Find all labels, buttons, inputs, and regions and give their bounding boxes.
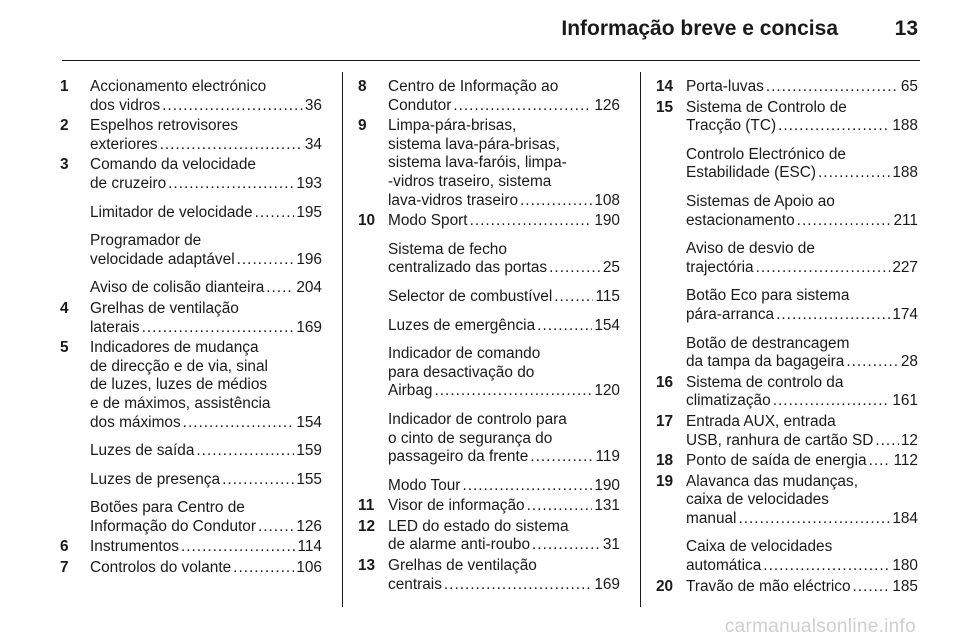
index-entry [656, 578, 918, 597]
index-entry [656, 146, 918, 183]
entry-last-line [90, 251, 322, 270]
entry-text: Indicadores de mudança [90, 339, 259, 357]
entry-text: o cinto de segurança do [388, 429, 553, 447]
page-reference: 31 [602, 536, 620, 554]
entry-last-line [388, 192, 620, 211]
entry-text: de direcção e de via, sinal [90, 357, 268, 375]
dot-leader [756, 259, 891, 278]
entry-text: Modo Sport [388, 212, 468, 230]
entry-last-line [90, 518, 322, 537]
entry-text: dos máximos [90, 413, 181, 431]
page-reference: 227 [892, 258, 918, 276]
item-number: 16 [656, 373, 674, 391]
entry-text: Controlo Electrónico de [686, 145, 846, 163]
entry-text: para desactivação do [388, 363, 535, 381]
dot-leader [181, 538, 295, 557]
entry-text: Sistema de Controlo de [686, 98, 847, 116]
entry-text: -vidros traseiro, sistema [388, 172, 552, 190]
index-entry [60, 117, 322, 154]
dot-leader [776, 306, 890, 325]
entry-last-line [90, 319, 322, 338]
index-entry [60, 442, 322, 461]
dot-leader [266, 279, 294, 298]
entry-text: da tampa da bagageira [686, 353, 845, 371]
entry-text: exteriores [90, 135, 158, 153]
entry-text: de cruzeiro [90, 174, 167, 192]
entry-text: Condutor [388, 96, 452, 114]
entry-text: laterais [90, 318, 140, 336]
index-entry [656, 473, 918, 529]
page-header [0, 0, 960, 62]
page-reference: 119 [595, 448, 620, 466]
entry-last-line [90, 442, 322, 461]
page-reference: 106 [296, 559, 322, 577]
index-entry [358, 317, 620, 336]
page-reference: 108 [594, 191, 620, 209]
page-reference: 195 [296, 203, 322, 221]
entry-text: USB, ranhura de cartão SD [686, 431, 874, 449]
page-title: Informação breve e concisa [561, 17, 838, 40]
entry-last-line [388, 448, 620, 467]
entry-last-line [686, 392, 918, 411]
index-entry [60, 559, 322, 578]
item-number: 11 [358, 497, 375, 515]
index-entry [656, 78, 918, 97]
entry-text: Aviso de desvio de [686, 240, 815, 258]
dot-leader [846, 353, 899, 372]
page-reference: 188 [892, 164, 918, 182]
entry-text: Sistemas de Apoio ao [686, 192, 835, 210]
entry-last-line [686, 212, 918, 231]
page-reference: 188 [892, 117, 918, 135]
entry-last-line [90, 97, 322, 116]
index-entry [358, 241, 620, 278]
header-rule [62, 60, 920, 61]
dot-leader [530, 448, 593, 467]
entry-text: Tracção (TC) [686, 117, 777, 135]
index-entry [358, 477, 620, 496]
dot-leader [532, 536, 601, 555]
entry-text: Luzes de presença [90, 470, 221, 488]
entry-text: Espelhos retrovisores [90, 117, 238, 135]
dot-leader [255, 204, 295, 223]
index-column-2 [358, 78, 620, 596]
entry-text: Comando da velocidade [90, 156, 256, 174]
entry-last-line [90, 279, 322, 298]
entry-text: Controlos do volante [90, 559, 232, 577]
dot-leader [549, 259, 601, 278]
entry-text: Botões para Centro de [90, 499, 245, 517]
entry-last-line [90, 471, 322, 490]
item-number: 12 [358, 517, 376, 535]
entry-text: Luzes de emergência [388, 316, 536, 334]
entry-text: de luzes, luzes de médios [90, 376, 268, 394]
index-entry [358, 497, 620, 516]
entry-last-line [388, 536, 620, 555]
page-reference: 184 [892, 509, 918, 527]
entry-last-line [686, 557, 918, 576]
entry-last-line [686, 510, 918, 529]
entry-last-line [388, 382, 620, 401]
index-column-1 [60, 78, 322, 580]
entry-text: Ponto de saída de energia [686, 452, 867, 470]
dot-leader [233, 559, 294, 578]
entry-text: e de máximos, assistência [90, 394, 271, 412]
dot-leader [258, 518, 294, 537]
entry-text: Modo Tour [388, 476, 461, 494]
page-reference: 28 [900, 353, 918, 371]
index-entry [60, 279, 322, 298]
dot-leader [520, 192, 592, 211]
page-reference: 114 [297, 538, 322, 556]
page-reference: 112 [893, 452, 918, 470]
page-reference: 159 [296, 442, 322, 460]
index-entry [60, 538, 322, 557]
item-number: 9 [358, 117, 367, 135]
entry-text: Sistema de controlo da [686, 373, 844, 391]
entry-text: trajectória [686, 258, 754, 276]
page-reference: 25 [602, 259, 620, 277]
dot-leader [869, 452, 892, 471]
dot-leader [875, 432, 899, 451]
page-reference: 174 [892, 305, 918, 323]
item-number: 3 [60, 156, 69, 174]
item-number: 13 [358, 557, 376, 575]
item-number: 20 [656, 577, 674, 595]
entry-text: dos vidros [90, 96, 161, 114]
dot-leader [818, 164, 890, 183]
index-entry [60, 471, 322, 490]
item-number: 17 [656, 412, 674, 430]
page-number: 13 [894, 17, 918, 40]
watermark: carmanualsonline.info [724, 616, 916, 637]
entry-text: Sistema de fecho [388, 240, 507, 258]
item-number: 1 [60, 78, 69, 95]
dot-leader [778, 117, 890, 136]
dot-leader [142, 319, 295, 338]
entry-text: Travão de mão eléctrico [686, 577, 851, 595]
item-number: 6 [60, 538, 69, 556]
index-entry [358, 117, 620, 210]
entry-last-line [90, 136, 322, 155]
item-number: 14 [656, 78, 674, 95]
item-number: 8 [358, 78, 367, 95]
index-entry [656, 99, 918, 136]
item-number: 19 [656, 472, 674, 490]
entry-last-line [686, 259, 918, 278]
page-reference: 190 [594, 476, 620, 494]
index-entry [60, 232, 322, 269]
entry-text: LED do estado do sistema [388, 517, 569, 535]
entry-last-line [686, 164, 918, 183]
entry-last-line [686, 452, 918, 471]
dot-leader [162, 97, 303, 116]
entry-text: Indicador de controlo para [388, 410, 567, 428]
index-entry [358, 345, 620, 401]
entry-last-line [388, 576, 620, 595]
index-entry [60, 204, 322, 223]
page-reference: 155 [296, 470, 322, 488]
item-number: 5 [60, 339, 69, 357]
entry-text: Centro de Informação ao [388, 78, 559, 95]
index-entry [656, 538, 918, 575]
index-entry [656, 452, 918, 471]
page-reference: 169 [594, 575, 620, 593]
page-reference: 180 [892, 557, 918, 575]
entry-text: Grelhas de ventilação [90, 299, 239, 317]
entry-last-line [388, 212, 620, 231]
entry-last-line [90, 414, 322, 433]
entry-last-line [388, 97, 620, 116]
page-reference: 211 [893, 211, 918, 229]
index-entry [358, 557, 620, 594]
dot-leader [160, 136, 303, 155]
index-entry [60, 78, 322, 115]
index-entry [60, 339, 322, 432]
entry-last-line [686, 578, 918, 597]
column-divider [640, 72, 641, 607]
dot-leader [763, 557, 890, 576]
dot-leader [853, 578, 891, 597]
entry-text: pára-arranca [686, 305, 775, 323]
index-entry [358, 411, 620, 467]
dot-leader [183, 414, 295, 433]
index-entry [656, 374, 918, 411]
page-reference: 196 [296, 250, 322, 268]
entry-text: centralizado das portas [388, 259, 548, 277]
page-reference: 115 [595, 287, 620, 305]
index-entry [656, 287, 918, 324]
entry-text: manual [686, 509, 737, 527]
dot-leader [470, 212, 593, 231]
page-reference: 126 [296, 517, 322, 535]
index-entry [60, 156, 322, 193]
dot-leader [738, 510, 890, 529]
entry-text: Accionamento electrónico [90, 78, 267, 95]
index-entry [656, 193, 918, 230]
entry-last-line [90, 175, 322, 194]
entry-last-line [388, 477, 620, 496]
index-entry [358, 78, 620, 115]
entry-text: Aviso de colisão dianteira [90, 279, 265, 297]
index-entry [60, 300, 322, 337]
entry-text: Botão Eco para sistema [686, 287, 850, 305]
page-reference: 154 [594, 316, 620, 334]
dot-leader [797, 212, 892, 231]
entry-last-line [686, 78, 918, 97]
entry-text: Porta-luvas [686, 78, 764, 95]
entry-last-line [388, 497, 620, 516]
entry-text: Caixa de velocidades [686, 538, 833, 556]
index-column-3 [656, 78, 918, 598]
entry-last-line [686, 117, 918, 136]
entry-text: Informação do Condutor [90, 517, 256, 535]
entry-last-line [686, 353, 918, 372]
entry-text: Estabilidade (ESC) [686, 164, 817, 182]
page-reference: 12 [900, 431, 918, 449]
entry-text: centrais [388, 575, 442, 593]
index-entry [656, 335, 918, 372]
entry-last-line [388, 259, 620, 278]
item-number: 15 [656, 98, 674, 116]
entry-text: Visor de informação [388, 497, 525, 515]
page-reference: 169 [296, 318, 322, 336]
index-entry [656, 413, 918, 450]
page-reference: 120 [594, 382, 620, 400]
entry-text: Botão de destrancagem [686, 334, 850, 352]
entry-text: estacionamento [686, 211, 795, 229]
item-number: 10 [358, 212, 376, 230]
entry-text: Grelhas de ventilação [388, 557, 537, 575]
dot-leader [527, 497, 593, 516]
entry-text: sistema lava-pára-brisas, [388, 135, 560, 153]
entry-last-line [90, 559, 322, 578]
entry-text: passageiro da frente [388, 448, 529, 466]
page-reference: 36 [304, 96, 322, 114]
item-number: 2 [60, 117, 69, 135]
entry-text: climatização [686, 392, 771, 410]
dot-leader [444, 576, 592, 595]
entry-text: Entrada AUX, entrada [686, 412, 836, 430]
dot-leader [453, 97, 592, 116]
dot-leader [766, 78, 899, 97]
page-reference: 190 [594, 212, 620, 230]
dot-leader [168, 175, 294, 194]
entry-last-line [90, 538, 322, 557]
entry-text: Luzes de saída [90, 442, 195, 460]
dot-leader [222, 471, 294, 490]
entry-text: velocidade adaptável [90, 250, 235, 268]
entry-text: sistema lava-faróis, limpa- [388, 154, 567, 172]
entry-last-line [686, 306, 918, 325]
page-reference: 154 [296, 413, 322, 431]
entry-text: Programador de [90, 232, 202, 250]
page-reference: 204 [296, 279, 322, 297]
dot-leader [237, 251, 295, 270]
page-reference: 193 [296, 174, 322, 192]
page-reference: 126 [594, 96, 620, 114]
entry-text: Indicador de comando [388, 345, 541, 363]
entry-text: caixa de velocidades [686, 491, 829, 509]
index-entry [358, 288, 620, 307]
index-entry [656, 240, 918, 277]
entry-last-line [686, 432, 918, 451]
entry-last-line [90, 204, 322, 223]
entry-text: Alavanca das mudanças, [686, 472, 858, 490]
index-entry [60, 499, 322, 536]
entry-text: Selector de combustível [388, 287, 553, 305]
dot-leader [537, 317, 592, 336]
page-reference: 34 [304, 135, 322, 153]
entry-last-line [388, 317, 620, 336]
dot-leader [435, 382, 593, 401]
entry-text: Limitador de velocidade [90, 203, 253, 221]
column-divider [342, 72, 343, 607]
dot-leader [554, 288, 593, 307]
entry-text: Limpa-pára-brisas, [388, 117, 517, 135]
entry-text: de alarme anti-roubo [388, 536, 531, 554]
item-number: 4 [60, 299, 69, 317]
page-reference: 131 [594, 497, 620, 515]
entry-text: lava-vidros traseiro [388, 191, 519, 209]
dot-leader [462, 477, 592, 496]
index-entry [358, 518, 620, 555]
entry-text: Instrumentos [90, 538, 179, 556]
entry-text: Airbag [388, 382, 433, 400]
index-entry [358, 212, 620, 231]
dot-leader [773, 392, 891, 411]
page-reference: 161 [892, 392, 918, 410]
page-reference: 185 [892, 577, 918, 595]
item-number: 18 [656, 452, 674, 470]
entry-last-line [388, 288, 620, 307]
entry-text: automática [686, 557, 762, 575]
item-number: 7 [60, 559, 69, 577]
page-reference: 65 [900, 78, 918, 95]
dot-leader [196, 442, 294, 461]
